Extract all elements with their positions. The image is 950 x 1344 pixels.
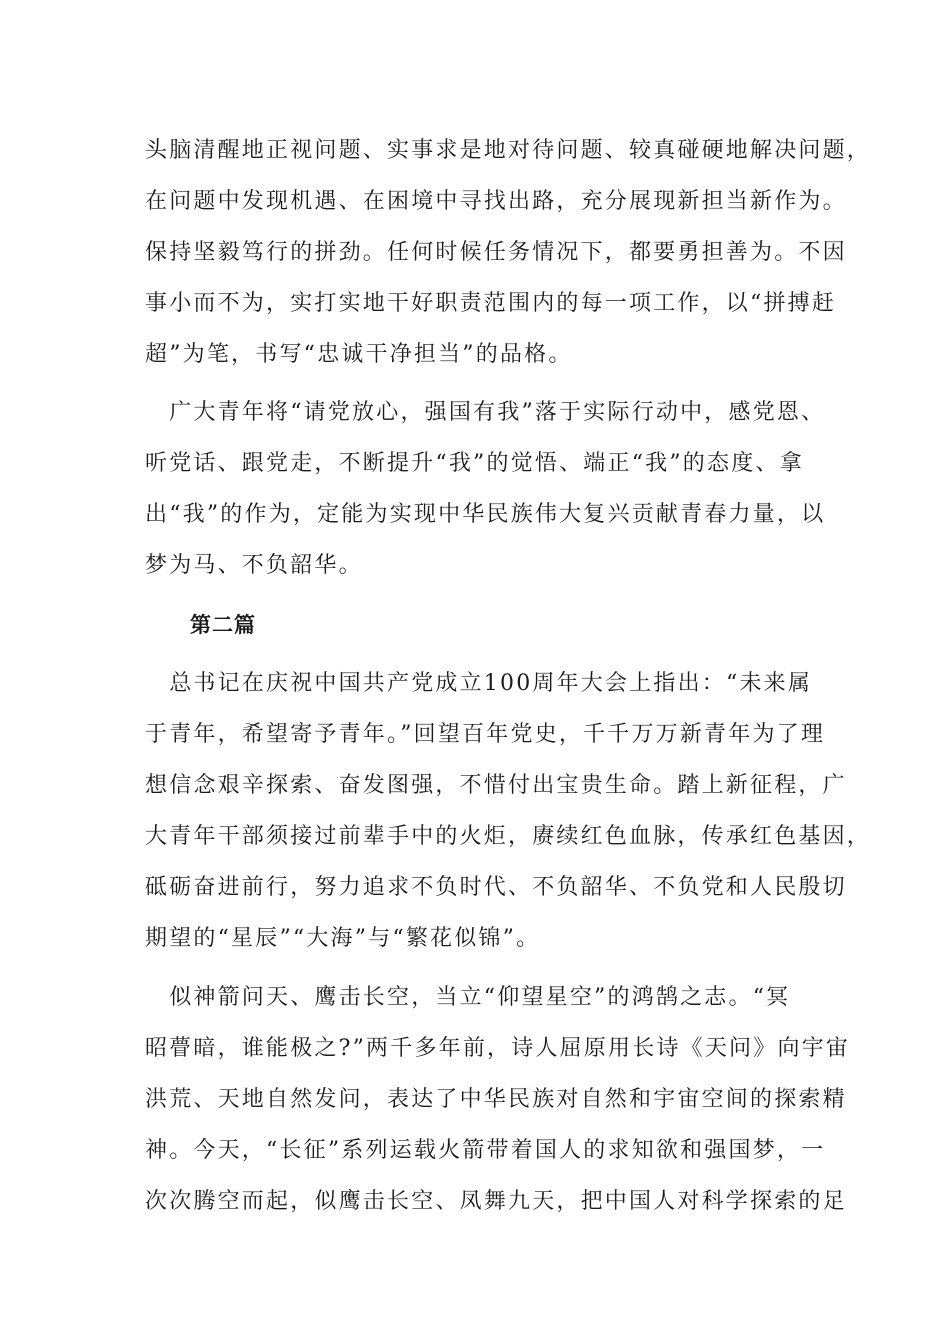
paragraph-2-line-2: 听党话、跟党走，不断提升“我”的觉悟、端正“我”的态度、拿 — [145, 451, 804, 476]
paragraph-3-line-3: 想信念艰辛探索、奋发图强，不惜付出宝贵生命。踏上新征程，广 — [145, 773, 847, 798]
paragraph-2-line-4: 梦为马、不负韶华。 — [145, 553, 363, 578]
paragraph-4-line-2: 昭瞢暗，谁能极之?”两千多年前，诗人屈原用长诗《天问》向宇宙 — [145, 1036, 851, 1061]
paragraph-4-line-5: 次次腾空而起，似鹰击长空、凤舞九天，把中国人对科学探索的足 — [145, 1189, 847, 1214]
paragraph-1-line-2: 在问题中发现机遇、在困境中寻找出路，充分展现新担当新作为。 — [145, 189, 847, 214]
section-heading: 第二篇 — [190, 613, 256, 637]
paragraph-1-line-4: 事小而不为，实打实地干好职责范围内的每一项工作，以“拼搏赶 — [145, 291, 837, 316]
paragraph-1-line-5: 超”为笔，书写“忠诚干净担当”的品格。 — [145, 342, 573, 367]
paragraph-2-line-1: 广大青年将“请党放心，强国有我”落于实际行动中，感党恩、 — [145, 400, 826, 425]
paragraph-4-line-1: 似神箭问天、鹰击长空，当立“仰望星空”的鸿鹄之志。“冥 — [145, 985, 791, 1010]
paragraph-3-line-2: 于青年，希望寄予青年。”回望百年党史，千千万万新青年为了理 — [145, 722, 826, 747]
paragraph-1-line-1: 头脑清醒地正视问题、实事求是地对待问题、较真碰硬地解决问题， — [145, 138, 872, 163]
paragraph-3-line-6: 期望的“星辰”“大海”与“繁花似锦”。 — [145, 926, 541, 951]
paragraph-1-line-3: 保持坚毅笃行的拼劲。任何时候任务情况下，都要勇担善为。不因 — [145, 240, 847, 265]
paragraph-3-line-1: 总书记在庆祝中国共产党成立100周年大会上指出：“未来属 — [145, 671, 813, 696]
paragraph-4-line-3: 洪荒、天地自然发问，表达了中华民族对自然和宇宙空间的探索精 — [145, 1087, 847, 1112]
paragraph-3-line-4: 大青年干部须接过前辈手中的火炬，赓续红色血脉，传承红色基因， — [145, 824, 872, 849]
paragraph-2-line-3: 出“我”的作为，定能为实现中华民族伟大复兴贡献青春力量，以 — [145, 502, 826, 527]
paragraph-3-line-5: 砥砺奋进前行，努力追求不负时代、不负韶华、不负党和人民殷切 — [145, 875, 847, 900]
paragraph-4-line-4: 神。今天，“长征”系列运载火箭带着国人的求知欲和强国梦，一 — [145, 1138, 826, 1163]
